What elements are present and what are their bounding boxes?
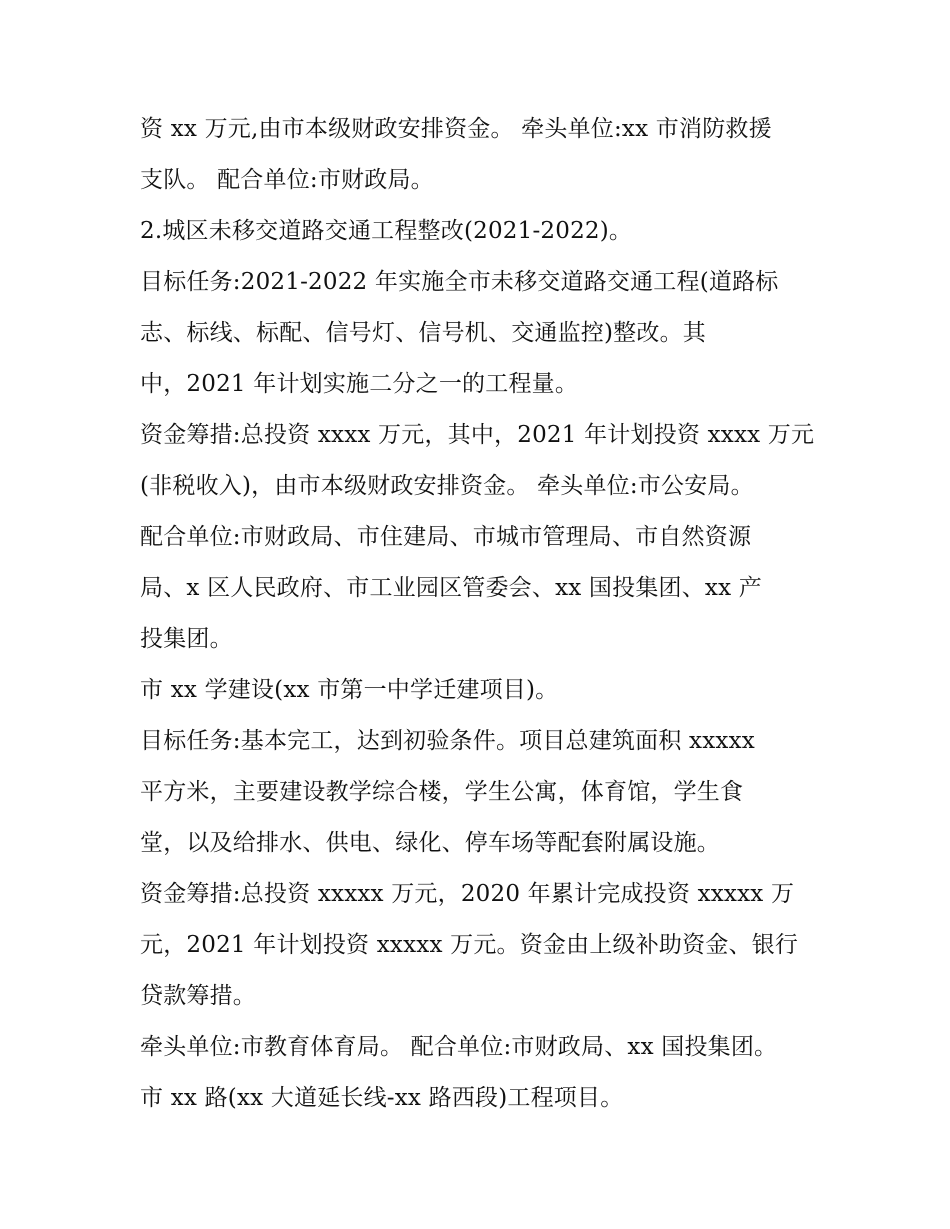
text-line: 资 xx 万元,由市本级财政安排资金。 牵头单位:xx 市消防救援 (140, 116, 772, 142)
text-line: 目标任务:2021-2022 年实施全市未移交道路交通工程(道路标 (140, 269, 779, 295)
text-line: 志、标线、标配、信号灯、信号机、交通监控)整改。其 (140, 320, 706, 346)
text-line: 市 xx 学建设(xx 市第一中学迁建项目)。 (140, 677, 559, 703)
text-line: 平方米，主要建设教学综合楼，学生公寓，体育馆，学生食 (140, 779, 744, 805)
text-line: 支队。 配合单位:市财政局。 (140, 167, 434, 193)
text-line: 局、x 区人民政府、市工业园区管委会、xx 国投集团、xx 产 (140, 575, 762, 601)
text-line: 牵头单位:市教育体育局。 配合单位:市财政局、xx 国投集团。 (140, 1034, 778, 1060)
text-line: 2.城区未移交道路交通工程整改(2021-2022)。 (140, 218, 633, 244)
text-line: 贷款筹措。 (140, 983, 256, 1009)
text-line: 目标任务:基本完工，达到初验条件。项目总建筑面积 xxxxx (140, 728, 755, 754)
text-line: 中，2021 年计划实施二分之一的工程量。 (140, 371, 579, 397)
text-line: 元，2021 年计划投资 xxxxx 万元。资金由上级补助资金、银行 (140, 932, 799, 958)
text-line: 投集团。 (140, 626, 233, 652)
text-line: 堂，以及给排水、供电、绿化、停车场等配套附属设施。 (140, 830, 720, 856)
text-line: (非税收入)，由市本级财政安排资金。 牵头单位:市公安局。 (140, 473, 754, 499)
text-line: 资金筹措:总投资 xxxx 万元，其中，2021 年计划投资 xxxx 万元 (140, 422, 815, 448)
text-line: 市 xx 路(xx 大道延长线-xx 路西段)工程项目。 (140, 1085, 624, 1111)
text-line: 资金筹措:总投资 xxxxx 万元，2020 年累计完成投资 xxxxx 万 (140, 881, 795, 907)
text-line: 配合单位:市财政局、市住建局、市城市管理局、市自然资源 (140, 524, 752, 550)
